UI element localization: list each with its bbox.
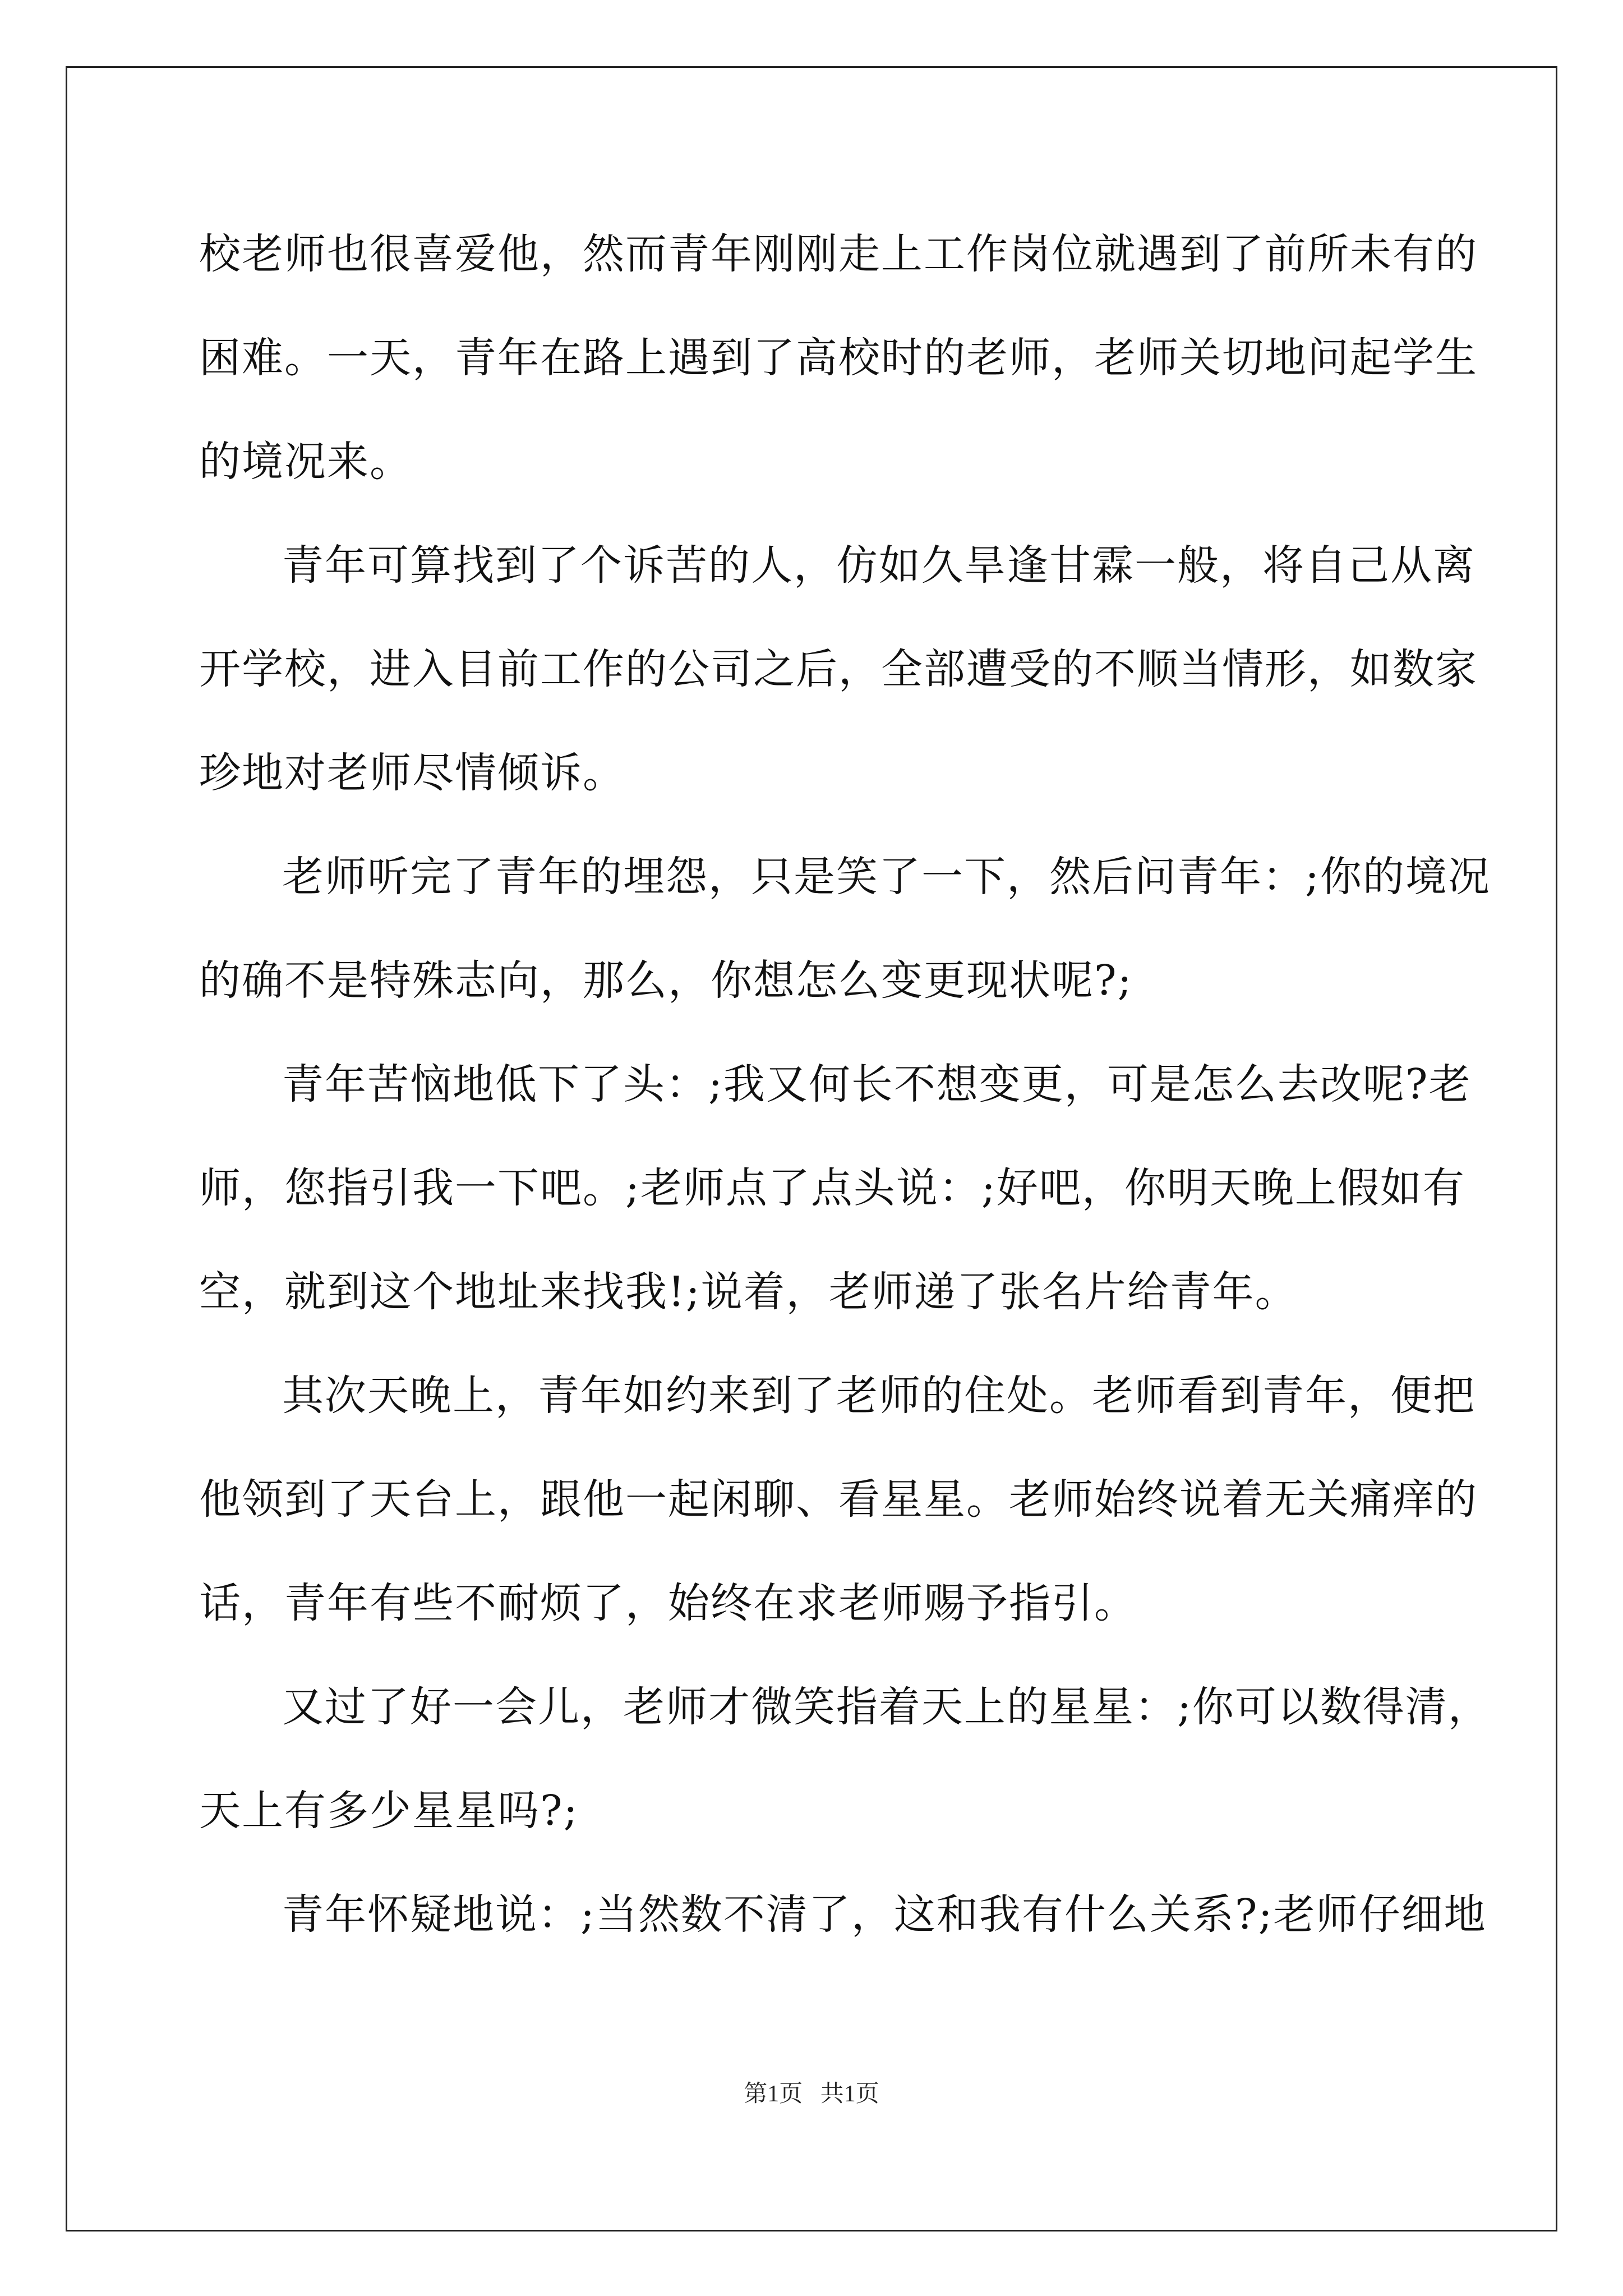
text-line: 话，青年有些不耐烦了，始终在求老师赐予指引。 (199, 1579, 1137, 1627)
text-line: 师，您指引我一下吧。;老师点了点头说：;好吧，你明天晚上假如有 (199, 1164, 1465, 1212)
text-line: 校老师也很喜爱他，然而青年刚刚走上工作岗位就遇到了前所未有的 (199, 230, 1478, 278)
text-line: 其次天晚上，青年如约来到了老师的住处。老师看到青年，便把 (282, 1372, 1476, 1420)
text-line: 困难。一天，青年在路上遇到了高校时的老师，老师关切地问起学生 (199, 334, 1478, 382)
text-line: 的境况来。 (199, 438, 412, 486)
text-line: 又过了好一会儿，老师才微笑指着天上的星星：;你可以数得清， (282, 1683, 1491, 1731)
page-footer: 第1页 共1页 (744, 2081, 879, 2107)
text-line: 青年可算找到了个诉苦的人，仿如久旱逢甘霖一般，将自己从离 (282, 541, 1476, 590)
text-line: 开学校，进入目前工作的公司之后，全部遭受的不顺当情形，如数家 (199, 645, 1478, 693)
text-line: 青年怀疑地说：;当然数不清了，这和我有什么关系?;老师仔细地 (282, 1890, 1487, 1939)
text-line: 珍地对老师尽情倾诉。 (199, 749, 625, 797)
text-line: 青年苦恼地低下了头：;我又何长不想变更，可是怎么去改呢?老 (282, 1060, 1472, 1108)
text-line: 空，就到这个地址来找我!;说着，老师递了张名片给青年。 (199, 1268, 1298, 1316)
text-line: 天上有多少星星吗?; (199, 1787, 579, 1835)
text-line: 他领到了天台上，跟他一起闲聊、看星星。老师始终说着无关痛痒的 (199, 1475, 1478, 1524)
text-line: 老师听完了青年的埋怨，只是笑了一下，然后问青年：;你的境况 (282, 853, 1491, 901)
text-line: 的确不是特殊志向，那么，你想怎么变更现状呢?; (199, 956, 1133, 1005)
